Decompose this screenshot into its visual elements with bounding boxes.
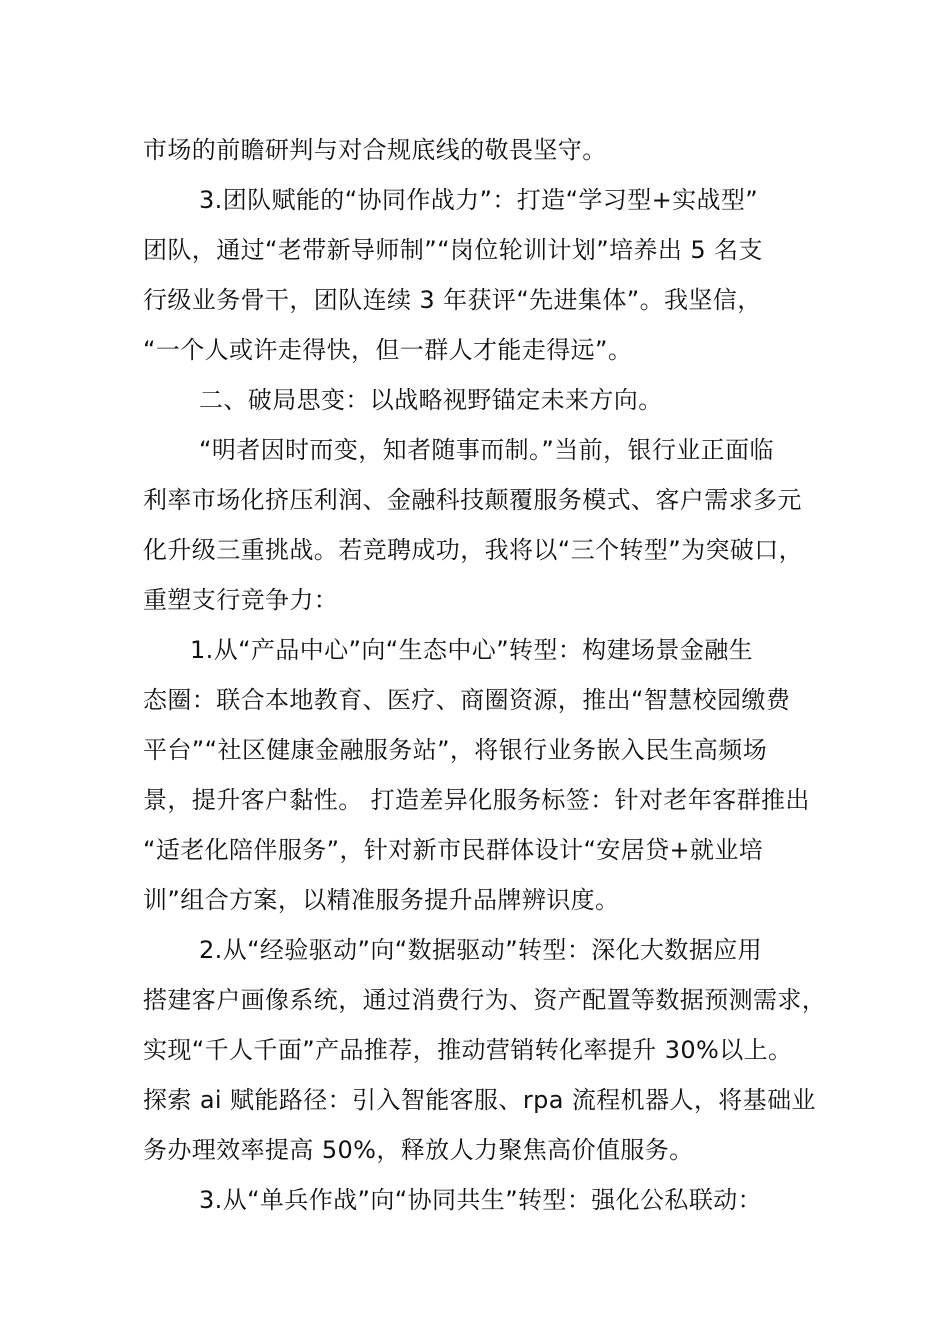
text-line: “一个人或许走得快，但一群人才能走得远”。 bbox=[143, 336, 633, 364]
text-line: 2.从“经验驱动”向“数据驱动”转型：深化大数据应用 bbox=[199, 936, 763, 964]
text-line: “适老化陪伴服务”，针对新市民群体设计“安居贷+就业培 bbox=[143, 836, 764, 864]
text-line: 3.从“单兵作战”向“协同共生”转型：强化公私联动： bbox=[199, 1186, 763, 1214]
text-line: 平台”“社区健康金融服务站”，将银行业务嵌入民生高频场 bbox=[143, 736, 768, 764]
text-line: 务办理效率提高 50%，释放人力聚焦高价值服务。 bbox=[143, 1136, 694, 1164]
text-line: 化升级三重挑战。若竞聘成功，我将以“三个转型”为突破口， bbox=[143, 536, 804, 564]
text-line: 1.从“产品中心”向“生态中心”转型：构建场景金融生 bbox=[190, 636, 754, 664]
text-line: 3.团队赋能的“协同作战力”：打造“学习型+实战型” bbox=[199, 186, 759, 214]
text-line: “明者因时而变，知者随事而制。”当前，银行业正面临 bbox=[199, 436, 774, 464]
text-line: 重塑支行竞争力： bbox=[143, 586, 339, 614]
text-line: 行级业务骨干，团队连续 3 年获评“先进集体”。我坚信， bbox=[143, 286, 762, 314]
text-line: 实现“千人千面”产品推荐，推动营销转化率提升 30%以上。 bbox=[143, 1036, 793, 1064]
text-line: 搭建客户画像系统，通过消费行为、资产配置等数据预测需求， bbox=[143, 986, 827, 1014]
text-line: 利率市场化挤压利润、金融科技颠覆服务模式、客户需求多元 bbox=[143, 486, 802, 514]
text-line: 团队，通过“老带新导师制”“岗位轮训计划”培养出 5 名支 bbox=[143, 236, 763, 264]
text-line: 探索 ai 赋能路径：引入智能客服、rpa 流程机器人，将基础业 bbox=[143, 1086, 816, 1114]
text-line: 训”组合方案，以精准服务提升品牌辨识度。 bbox=[143, 886, 620, 914]
text-line: 景，提升客户黏性。 打造差异化服务标签：针对老年客群推出 bbox=[143, 786, 810, 814]
text-line: 市场的前瞻研判与对合规底线的敬畏坚守。 bbox=[143, 136, 607, 164]
section-heading: 二、破局思变：以战略视野锚定未来方向。 bbox=[199, 386, 663, 414]
text-line: 态圈：联合本地教育、医疗、商圈资源，推出“智慧校园缴费 bbox=[143, 686, 791, 714]
